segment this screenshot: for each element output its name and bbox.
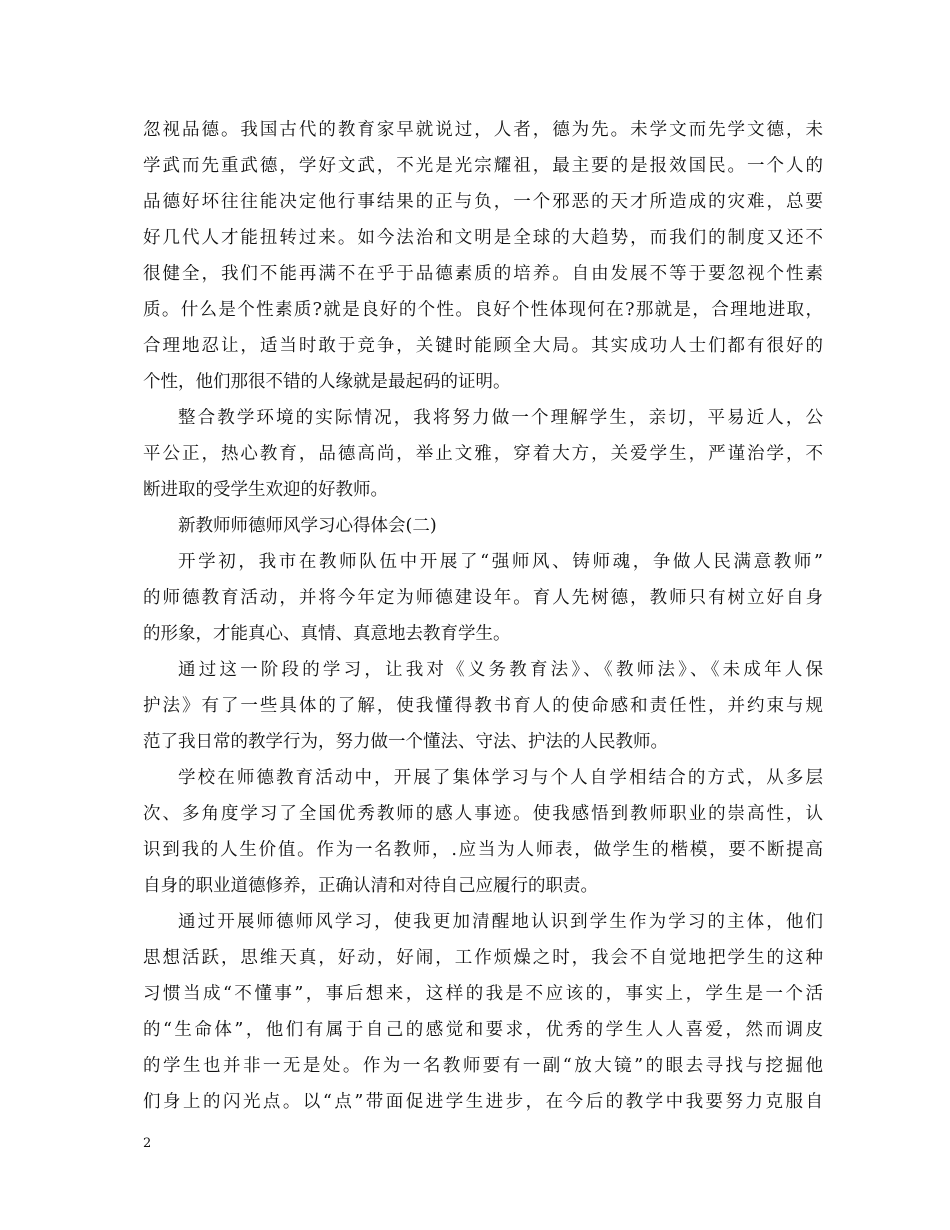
text-line: 思想活跃，思维天真，好动，好闹，工作烦燥之时，我会不自觉地把学生的这种 — [143, 948, 823, 968]
text-line: 好几代人才能扭转过来。如今法治和文明是全球的大趋势，而我们的制度又还不 — [143, 228, 823, 248]
text-line: 断进取的受学生欢迎的好教师。 — [143, 480, 388, 500]
text-line: 忽视品德。我国古代的教育家早就说过，人者，德为先。未学文而先学文德，未 — [143, 120, 823, 140]
text-line: 的学生也并非一无是处。作为一名教师要有一副“放大镜”的眼去寻找与挖掘他 — [143, 1056, 823, 1076]
text-line: 通过开展师德师风学习，使我更加清醒地认识到学生作为学习的主体，他们 — [178, 912, 823, 932]
text-line: 新教师师德师风学习心得体会(二) — [178, 516, 437, 536]
text-line: 个性，他们那很不错的人缘就是最起码的证明。 — [143, 372, 511, 392]
text-line: 平公正，热心教育，品德高尚，举止文雅，穿着大方，关爱学生，严谨治学，不 — [143, 444, 823, 464]
page-number: 2 — [143, 1136, 152, 1151]
body-text — [143, 112, 823, 1120]
text-line: 次、多角度学习了全国优秀教师的感人事迹。使我感悟到教师职业的崇高性，认 — [143, 804, 823, 824]
text-line: 很健全，我们不能再满不在乎于品德素质的培养。自由发展不等于要忽视个性素 — [143, 264, 823, 284]
text-line: 质。什么是个性素质?就是良好的个性。良好个性体现何在?那就是，合理地进取， — [143, 300, 823, 320]
text-line: 的形象，才能真心、真情、真意地去教育学生。 — [143, 624, 511, 644]
text-line: 整合教学环境的实际情况，我将努力做一个理解学生，亲切，平易近人，公 — [178, 408, 823, 428]
text-line: 护法》有了一些具体的了解，使我懂得教书育人的使命感和责任性，并约束与规 — [143, 696, 823, 716]
text-line: 学武而先重武德，学好文武，不光是光宗耀祖，最主要的是报效国民。一个人的 — [143, 156, 823, 176]
text-line: 通过这一阶段的学习，让我对《义务教育法》、《教师法》、《未成年人保 — [178, 660, 823, 680]
text-line: 的师德教育活动，并将今年定为师德建设年。育人先树德，教师只有树立好自身 — [143, 588, 823, 608]
text-line: 合理地忍让，适当时敢于竞争，关键时能顾全大局。其实成功人士们都有很好的 — [143, 336, 823, 356]
text-line: 识到我的人生价值。作为一名教师，.应当为人师表，做学生的楷模，要不断提高 — [143, 840, 823, 860]
text-line: 自身的职业道德修养，正确认清和对待自己应履行的职责。 — [143, 876, 598, 896]
text-line: 开学初，我市在教师队伍中开展了“强师风、铸师魂，争做人民满意教师” — [178, 552, 823, 572]
text-line: 范了我日常的教学行为，努力做一个懂法、守法、护法的人民教师。 — [143, 732, 668, 752]
text-line: 们身上的闪光点。以“点”带面促进学生进步，在今后的教学中我要努力克服自 — [143, 1092, 823, 1112]
text-line: 学校在师德教育活动中，开展了集体学习与个人自学相结合的方式，从多层 — [178, 768, 823, 788]
text-line: 的“生命体”，他们有属于自己的感觉和要求，优秀的学生人人喜爱，然而调皮 — [143, 1020, 823, 1040]
text-line: 品德好坏往往能决定他行事结果的正与负，一个邪恶的天才所造成的灾难，总要 — [143, 192, 823, 212]
text-line: 习惯当成“不懂事”，事后想来，这样的我是不应该的，事实上，学生是一个活 — [143, 984, 823, 1004]
